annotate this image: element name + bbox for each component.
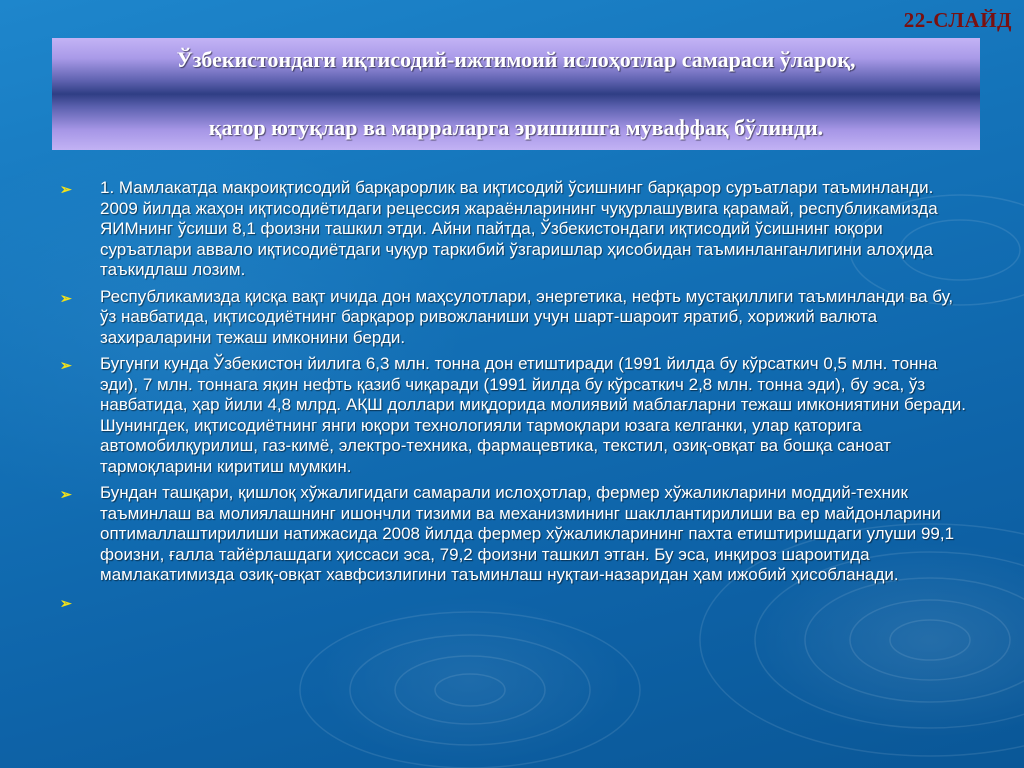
bullet-text: Бундан ташқари, қишлоқ хўжалигидаги самарали ислоҳотлар, фермер хўжаликларини моддий-техник таъминлаш ва молиялашнинг ишончли тизими ва механизмининг шакллантирилиши ва ер майдонларини оптималлаштирилиши натижасида 2008 йилда фермер хўжаликларининг пахта етиштиришдаги улуши 99,1 фоизни, ғалла тайёрлашдаги ҳиссаси эса, 79,2 фоизни ташкил этган. Бу эса, инқироз шароитида мамлакатимизда озиқ-овқат хавфсизлигини таъминлаш нуқтаи-назаридан ҳам ижобий ҳисобланади. bbox=[100, 483, 955, 584]
slide-number: 22-СЛАЙД bbox=[903, 8, 1012, 32]
bullet-text: Республикамизда қисқа вақт ичида дон маҳсулотлари, энергетика, нефть мустақиллиги таъминланди ва бу, ўз навбатида, иқтисодиётнинг барқарор ривожланиши учун шарт-шароит яратиб, хорижий валюта захираларини тежаш имконини берди. bbox=[100, 286, 954, 347]
arrow-bullet-icon: ➢ bbox=[60, 181, 72, 197]
bullet-item bbox=[60, 483, 972, 586]
title-line-1: Ўзбекистондаги иқтисодий-ижтимоий ислоҳотлар самараси ўлароқ, bbox=[176, 47, 856, 72]
bullet-item-empty bbox=[60, 592, 972, 612]
bullet-item bbox=[60, 287, 972, 349]
bullet-item bbox=[60, 178, 972, 281]
arrow-bullet-icon: ➢ bbox=[60, 594, 72, 611]
bullet-text bbox=[100, 592, 972, 612]
arrow-bullet-icon: ➢ bbox=[60, 357, 72, 373]
bullet-text: Бугунги кунда Ўзбекистон йилига 6,3 млн. тонна дон етиштиради (1991 йилда бу кўрсаткич 0,5 млн. тонна эди), 7 млн. тоннага яқин нефть қазиб чиқаради (1991 йилда бу кўрсаткич 2,8 млн. тонна эди), бу эса, ўз навбатида, ҳар йили 4,8 млрд. АҚШ доллари миқдорида молиявий маблағларни тежаш имкониятини беради. Шунингдек, иқтисодиётнинг янги юқори технологияли тармоқлари юзага келганки, улар қаторига автомобилқурилиш, газ-кимё, электро-техника, фармацевтика, текстил, озиқ-овқат ва бошқа саноат тармоқларини киритиш мумкин. bbox=[100, 354, 967, 476]
bullet-text: 1. Мамлакатда макроиқтисодий барқарорлик ва иқтисодий ўсишнинг барқарор суръатлари таъминланди. 2009 йилда жаҳон иқтисодиётидаги рецессия жараёнларининг чуқурлашувига қарамай, республикамизда ЯИМнинг ўсиши 8,1 фоизни ташкил этди. Айни пайтда, Ўзбекистондаги иқтисодий ўсишнинг юқори суръатлари аввало иқтисодиётдаги чуқур таркибий ўзгаришлар ҳисобидан таъминланганлигини алоҳида таъкидлаш лозим. bbox=[100, 178, 938, 279]
arrow-bullet-icon: ➢ bbox=[60, 289, 72, 306]
bullet-item bbox=[60, 354, 972, 477]
arrow-bullet-icon: ➢ bbox=[60, 486, 72, 502]
title-line-2: қатор ютуқлар ва марраларга эришишга муваффақ бўлинди. bbox=[208, 115, 824, 140]
title-banner bbox=[52, 38, 980, 150]
bullet-list bbox=[60, 178, 972, 618]
